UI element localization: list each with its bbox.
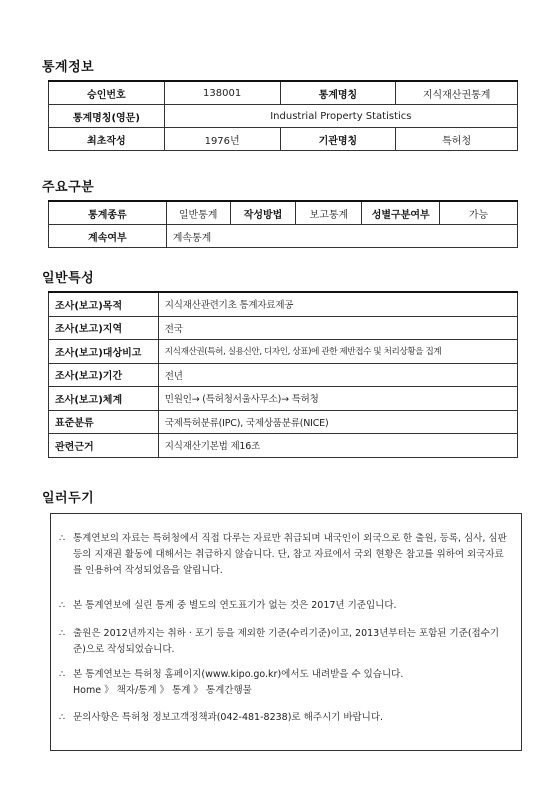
section-title-stat-info: 통계정보: [42, 60, 95, 75]
gender-value: 가능: [440, 201, 518, 225]
stat-name-label: 통계명칭: [280, 81, 396, 105]
general-label: 조사(보고)기간: [49, 363, 159, 387]
eng-name-label: 통계명칭(영문): [49, 105, 165, 128]
note-text: 문의사항은 특허청 정보고객정책과(042-481-8238)로 해주시기 바랍니다.: [73, 712, 384, 723]
table-row: [49, 201, 518, 225]
table-row: [49, 292, 518, 316]
table-row: [49, 128, 518, 151]
table-row: [49, 225, 518, 248]
general-value: 지식재산권(특허, 실용신안, 디자인, 상표)에 관한 제반접수 및 처리상황을 집계: [158, 340, 517, 364]
method-label: 작성방법: [230, 201, 296, 225]
gender-label: 성별구분여부: [362, 201, 440, 225]
first-year-value: 1976년: [164, 128, 280, 151]
stat-kind-label: 통계종류: [49, 201, 167, 225]
note-item: [59, 531, 509, 579]
table-row: [49, 81, 518, 105]
note-item: [59, 667, 509, 699]
note-item: [59, 626, 509, 658]
general-label: 조사(보고)대상비고: [49, 340, 159, 364]
general-label: 조사(보고)체계: [49, 387, 159, 411]
table-row: [49, 434, 518, 458]
main-type-table: [48, 200, 518, 248]
stat-name-value: 지식재산권통계: [396, 81, 518, 105]
note-text: 본 통계연보는 특허청 홈페이지(www.kipo.go.kr)에서도 내려받을 수 있습니다.: [73, 669, 404, 680]
general-label: 관련근거: [49, 434, 159, 458]
notes-box: [50, 513, 522, 751]
general-label: 표준분류: [49, 410, 159, 434]
table-row: [49, 363, 518, 387]
general-table: [48, 291, 518, 458]
continuity-value: 계속통계: [166, 225, 517, 248]
general-label: 조사(보고)목적: [49, 292, 159, 316]
note-item: [59, 710, 509, 726]
approval-no-value: 138001: [164, 81, 280, 105]
note-mark: ∴: [59, 669, 66, 680]
note-text: 출원은 2012년까지는 취하 · 포기 등을 제외한 기준(수리기준)이고, 2013년부터는 포함된 기준(접수기준)으로 작성되었습니다.: [73, 628, 500, 655]
note-text: 본 통계연보에 실린 통계 중 별도의 연도표기가 없는 것은 2017년 기준입니다.: [73, 600, 397, 611]
approval-no-label: 승인번호: [49, 81, 165, 105]
table-row: [49, 340, 518, 364]
section-title-main-type: 주요구분: [42, 180, 95, 195]
note-mark: ∴: [59, 628, 66, 639]
general-label: 조사(보고)지역: [49, 316, 159, 340]
table-row: [49, 316, 518, 340]
note-mark: ∴: [59, 533, 66, 544]
note-item: [59, 598, 509, 614]
org-label: 기관명칭: [280, 128, 396, 151]
general-value: 전국: [158, 316, 517, 340]
general-value: 지식재산관련기초 통계자료제공: [158, 292, 517, 316]
stat-info-table: [48, 80, 518, 151]
note-text: 통계연보의 자료는 특허청에서 직접 다루는 자료만 취급되며 내국인이 외국으로 한 출원, 등록, 심사, 심판 등의 지재권 활동에 대해서는 취급하지 않습니다. 단, 참고 자료에서 국외 현황은 참고를 위하여 외국자료를 인용하여 작성되었음을 알립니다.: [73, 533, 507, 576]
note-mark: ∴: [59, 600, 66, 611]
method-value: 보고통계: [296, 201, 362, 225]
general-value: 지식재산기본법 제16조: [158, 434, 517, 458]
continuity-label: 계속여부: [49, 225, 167, 248]
general-value: 전년: [158, 363, 517, 387]
table-row: [49, 105, 518, 128]
note-breadcrumb: Home 》 책자/통계 》 통계 》 통계간행물: [73, 685, 252, 696]
note-mark: ∴: [59, 712, 66, 723]
section-title-general: 일반특성: [42, 271, 95, 286]
first-year-label: 최초작성: [49, 128, 165, 151]
general-value: 국제특허분류(IPC), 국제상품분류(NICE): [158, 410, 517, 434]
section-title-notes: 일러두기: [42, 491, 95, 506]
table-row: [49, 387, 518, 411]
eng-name-value: Industrial Property Statistics: [164, 105, 517, 128]
general-value: 민원인→ (특허청서울사무소)→ 특허청: [158, 387, 517, 411]
table-row: [49, 410, 518, 434]
org-value: 특허청: [396, 128, 518, 151]
stat-kind-value: 일반통계: [166, 201, 230, 225]
